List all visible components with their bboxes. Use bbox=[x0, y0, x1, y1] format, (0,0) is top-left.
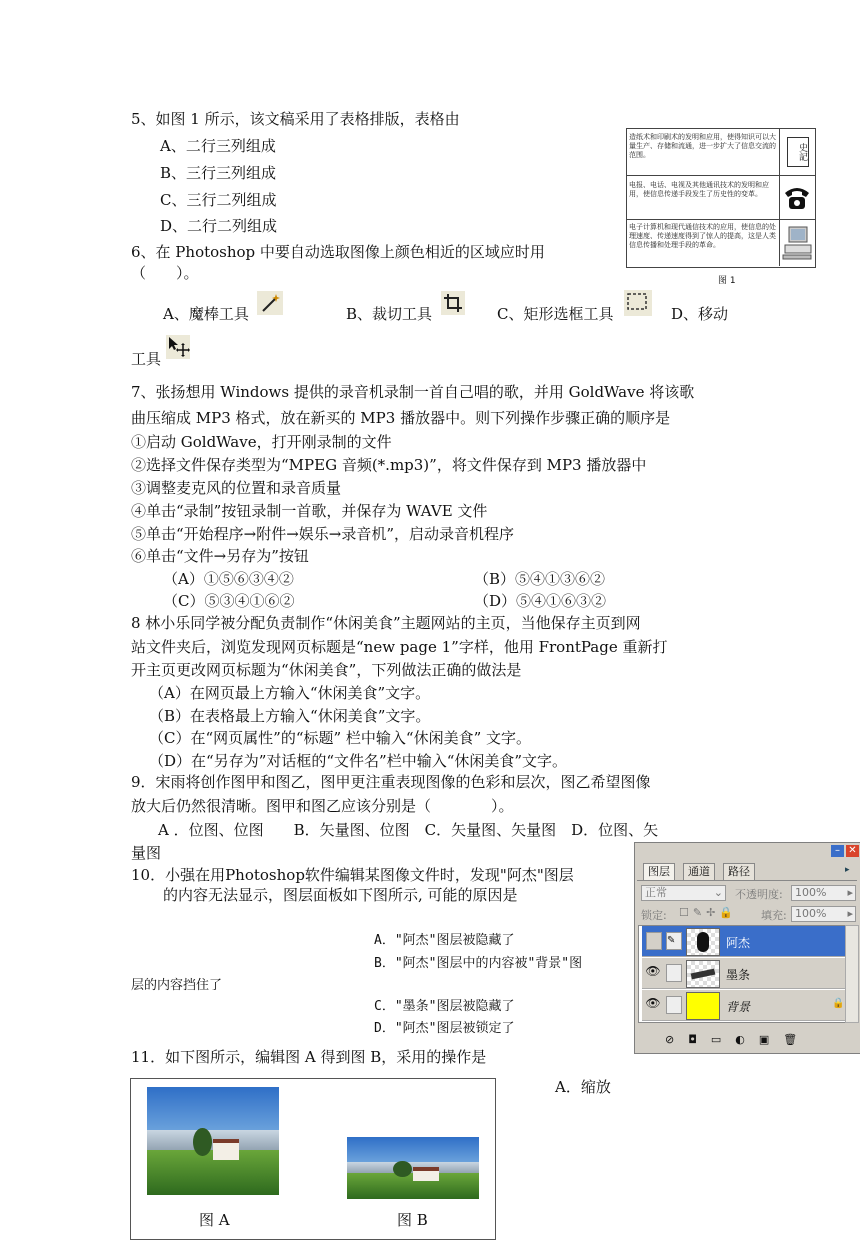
move-tool-icon bbox=[166, 335, 190, 359]
figure-1-row bbox=[627, 175, 815, 220]
q9-line-4: 量图 bbox=[131, 844, 162, 862]
q10-option-c: C．"墨条"图层被隐藏了 bbox=[374, 999, 515, 1014]
eye-icon[interactable]: 👁 bbox=[645, 964, 661, 978]
q10-option-b: B．"阿杰"图层中的内容被"背景"图 bbox=[374, 956, 583, 971]
fill-value: 100% bbox=[795, 907, 827, 920]
q7-option-a: （A）①⑤⑥③④② bbox=[163, 570, 294, 588]
chevron-down-icon: ⌄ bbox=[713, 886, 723, 899]
seal-text: 史記 bbox=[787, 137, 809, 167]
q7-step-3: ③调整麦克风的位置和录音质量 bbox=[131, 479, 342, 497]
eye-icon[interactable]: 👁 bbox=[645, 996, 661, 1010]
tab-channels[interactable]: 通道 bbox=[683, 863, 715, 880]
q9-line-1: 9．宋雨将创作图甲和图乙，图甲更注重表现图像的色彩和层次，图乙希望图像 bbox=[131, 773, 651, 791]
q7-option-d: （D）⑤④①⑥③② bbox=[474, 592, 607, 610]
q5-option-c: C、三行二列组成 bbox=[160, 191, 277, 209]
link-box[interactable] bbox=[666, 996, 682, 1014]
q8-option-a: （A）在网页最上方输入“休闲美食”文字。 bbox=[149, 684, 431, 702]
chevron-right-icon: ▸ bbox=[847, 907, 853, 920]
figure-1-row bbox=[627, 219, 815, 266]
tab-paths[interactable]: 路径 bbox=[723, 863, 755, 880]
opacity-field[interactable] bbox=[791, 885, 856, 901]
q9-line-2: 放大后仍然很清晰。图甲和图乙应该分别是（ ）。 bbox=[131, 797, 514, 815]
layer-thumbnail bbox=[686, 992, 720, 1020]
layer-row-ajie[interactable] bbox=[642, 926, 848, 957]
layer-thumbnail bbox=[686, 960, 720, 988]
figure-1-row bbox=[627, 129, 815, 176]
q9-line-3: A ．位图、位图 B．矢量图、位图 C．矢量图、矢量图 D．位图、矢 bbox=[158, 821, 659, 839]
q8-option-b: （B）在表格最上方输入“休闲美食”文字。 bbox=[149, 707, 431, 725]
layers-list bbox=[638, 925, 846, 1023]
layer-name: 阿杰 bbox=[726, 936, 751, 950]
crop-icon bbox=[441, 291, 465, 315]
q7-step-2: ②选择文件保存类型为“MPEG 音频(*.mp3)”，将文件保存到 MP3 播放器中 bbox=[131, 456, 647, 474]
q8-option-d: （D）在“另存为”对话框的“文件名”栏中输入“休闲美食”文字。 bbox=[149, 752, 568, 770]
computer-icon bbox=[779, 219, 814, 266]
figure-b-caption: 图 B bbox=[397, 1211, 428, 1229]
q8-line-1: 8 林小乐同学被分配负责制作“休闲美食”主题网站的主页，当他保存主页到网 bbox=[131, 614, 641, 632]
q6-blank: （ ）。 bbox=[131, 264, 199, 282]
q6-stem: 6、在 Photoshop 中要自动选取图像上颜色相近的区域应时用 bbox=[131, 243, 545, 261]
panel-footer-icons[interactable]: ⊘◘▭◐▣🗑 bbox=[665, 1033, 812, 1046]
q11-option-a: A．缩放 bbox=[555, 1078, 611, 1096]
telephone-icon bbox=[779, 175, 814, 219]
landscape-image-b bbox=[347, 1137, 479, 1199]
q5-option-a: A、二行三列组成 bbox=[160, 137, 276, 155]
book-seal-icon bbox=[779, 129, 814, 175]
q8-option-c: （C）在“网页属性”的“标题” 栏中输入“休闲美食” 文字。 bbox=[149, 729, 532, 747]
opacity-value: 100% bbox=[795, 886, 827, 899]
figure-1-row-text: 电子计算机和现代通信技术的应用，使信息的处理速度、传递速度得到了惊人的提高，这是人类信息传播和处理手段的革命。 bbox=[629, 223, 776, 249]
fill-field[interactable] bbox=[791, 906, 856, 922]
layer-name: 背景 bbox=[726, 1000, 751, 1014]
figure-1-row-text: 造纸术和印刷术的发明和应用，使得知识可以大量生产、存储和流通，进一步扩大了信息交流的范围。 bbox=[629, 133, 776, 159]
layer-thumbnail bbox=[686, 928, 720, 956]
figure-a-caption: 图 A bbox=[199, 1211, 230, 1229]
lock-label: 锁定: bbox=[641, 909, 667, 922]
q6-option-c: C、矩形选框工具 bbox=[497, 305, 614, 323]
fill-label: 填充: bbox=[761, 909, 787, 922]
panel-titlebar bbox=[635, 843, 860, 861]
q5-option-b: B、三行三列组成 bbox=[160, 164, 277, 182]
opacity-label: 不透明度: bbox=[735, 888, 783, 901]
q7-step-5: ⑤单击“开始程序→附件→娱乐→录音机”，启动录音机程序 bbox=[131, 525, 515, 543]
chevron-right-icon: ▸ bbox=[847, 886, 853, 899]
q6-option-a: A、魔棒工具 bbox=[163, 305, 249, 323]
blend-mode-select[interactable] bbox=[641, 885, 726, 901]
q11-stem: 11．如下图所示，编辑图 A 得到图 B，采用的操作是 bbox=[131, 1048, 487, 1066]
q6-option-d-continued: 工具 bbox=[131, 350, 162, 368]
marquee-tool-icon bbox=[624, 290, 652, 316]
q7-option-c: （C）⑤③④①⑥② bbox=[163, 592, 295, 610]
link-box[interactable] bbox=[666, 964, 682, 982]
layers-scrollbar[interactable] bbox=[845, 925, 859, 1023]
q10-line-1: 10．小强在用Photoshop软件编辑某图像文件时，发现"阿杰"图层 bbox=[131, 866, 574, 884]
close-icon[interactable]: ✕ bbox=[846, 845, 859, 857]
q10-option-b-continued: 层的内容挡住了 bbox=[131, 978, 223, 993]
figure-1-caption: 图 1 bbox=[718, 276, 736, 286]
q7-step-6: ⑥单击“文件→另存为”按钮 bbox=[131, 547, 309, 565]
blend-mode-value: 正常 bbox=[645, 886, 667, 899]
lock-icon: 🔒 bbox=[832, 998, 845, 1009]
link-icon[interactable]: ✎ bbox=[666, 932, 682, 950]
lock-icons[interactable]: ☐✎✢🔒 bbox=[679, 906, 737, 919]
q10-option-d: D．"阿杰"图层被锁定了 bbox=[374, 1021, 515, 1036]
panel-menu-icon[interactable]: ▸ bbox=[845, 865, 850, 875]
layer-row-motiao[interactable] bbox=[642, 958, 848, 989]
q7-step-1: ①启动 GoldWave，打开刚录制的文件 bbox=[131, 433, 392, 451]
visibility-toggle-empty[interactable] bbox=[646, 932, 662, 950]
layer-row-background[interactable] bbox=[642, 990, 848, 1021]
q8-line-3: 开主页更改网页标题为“休闲美食”，下列做法正确的做法是 bbox=[131, 661, 522, 679]
q7-line-1: 7、张扬想用 Windows 提供的录音机录制一首自己唱的歌，并用 GoldWave 将该歌 bbox=[131, 383, 695, 401]
q8-line-2: 站文件夹后，浏览发现网页标题是“new page 1”字样，他用 FrontPage 重新打 bbox=[131, 638, 668, 656]
layer-name: 墨条 bbox=[726, 968, 751, 982]
layers-panel bbox=[634, 842, 860, 1054]
q7-option-b: （B）⑤④①③⑥② bbox=[474, 570, 606, 588]
q10-option-a: A．"阿杰"图层被隐藏了 bbox=[374, 933, 515, 948]
figure-1-table bbox=[626, 128, 816, 268]
q7-line-2: 曲压缩成 MP3 格式，放在新买的 MP3 播放器中。则下列操作步骤正确的顺序是 bbox=[131, 409, 671, 427]
magic-wand-icon bbox=[257, 291, 283, 315]
tab-layers[interactable]: 图层 bbox=[643, 863, 675, 880]
q5-option-d: D、二行二列组成 bbox=[160, 217, 278, 235]
figure-1-row-text: 电报、电话、电视及其他通讯技术的发明和应用，使信息传递手段发生了历史性的变革。 bbox=[629, 181, 769, 198]
q6-option-b: B、裁切工具 bbox=[346, 305, 433, 323]
q10-line-2: 的内容无法显示，图层面板如下图所示, 可能的原因是 bbox=[163, 886, 518, 904]
q5-stem: 5、如图 1 所示，该文稿采用了表格排版，表格由 bbox=[131, 110, 460, 128]
landscape-image-a bbox=[147, 1087, 279, 1195]
minimize-icon[interactable]: – bbox=[831, 845, 844, 857]
q7-step-4: ④单击“录制”按钮录制一首歌，并保存为 WAVE 文件 bbox=[131, 502, 488, 520]
q6-option-d: D、移动 bbox=[671, 305, 729, 323]
